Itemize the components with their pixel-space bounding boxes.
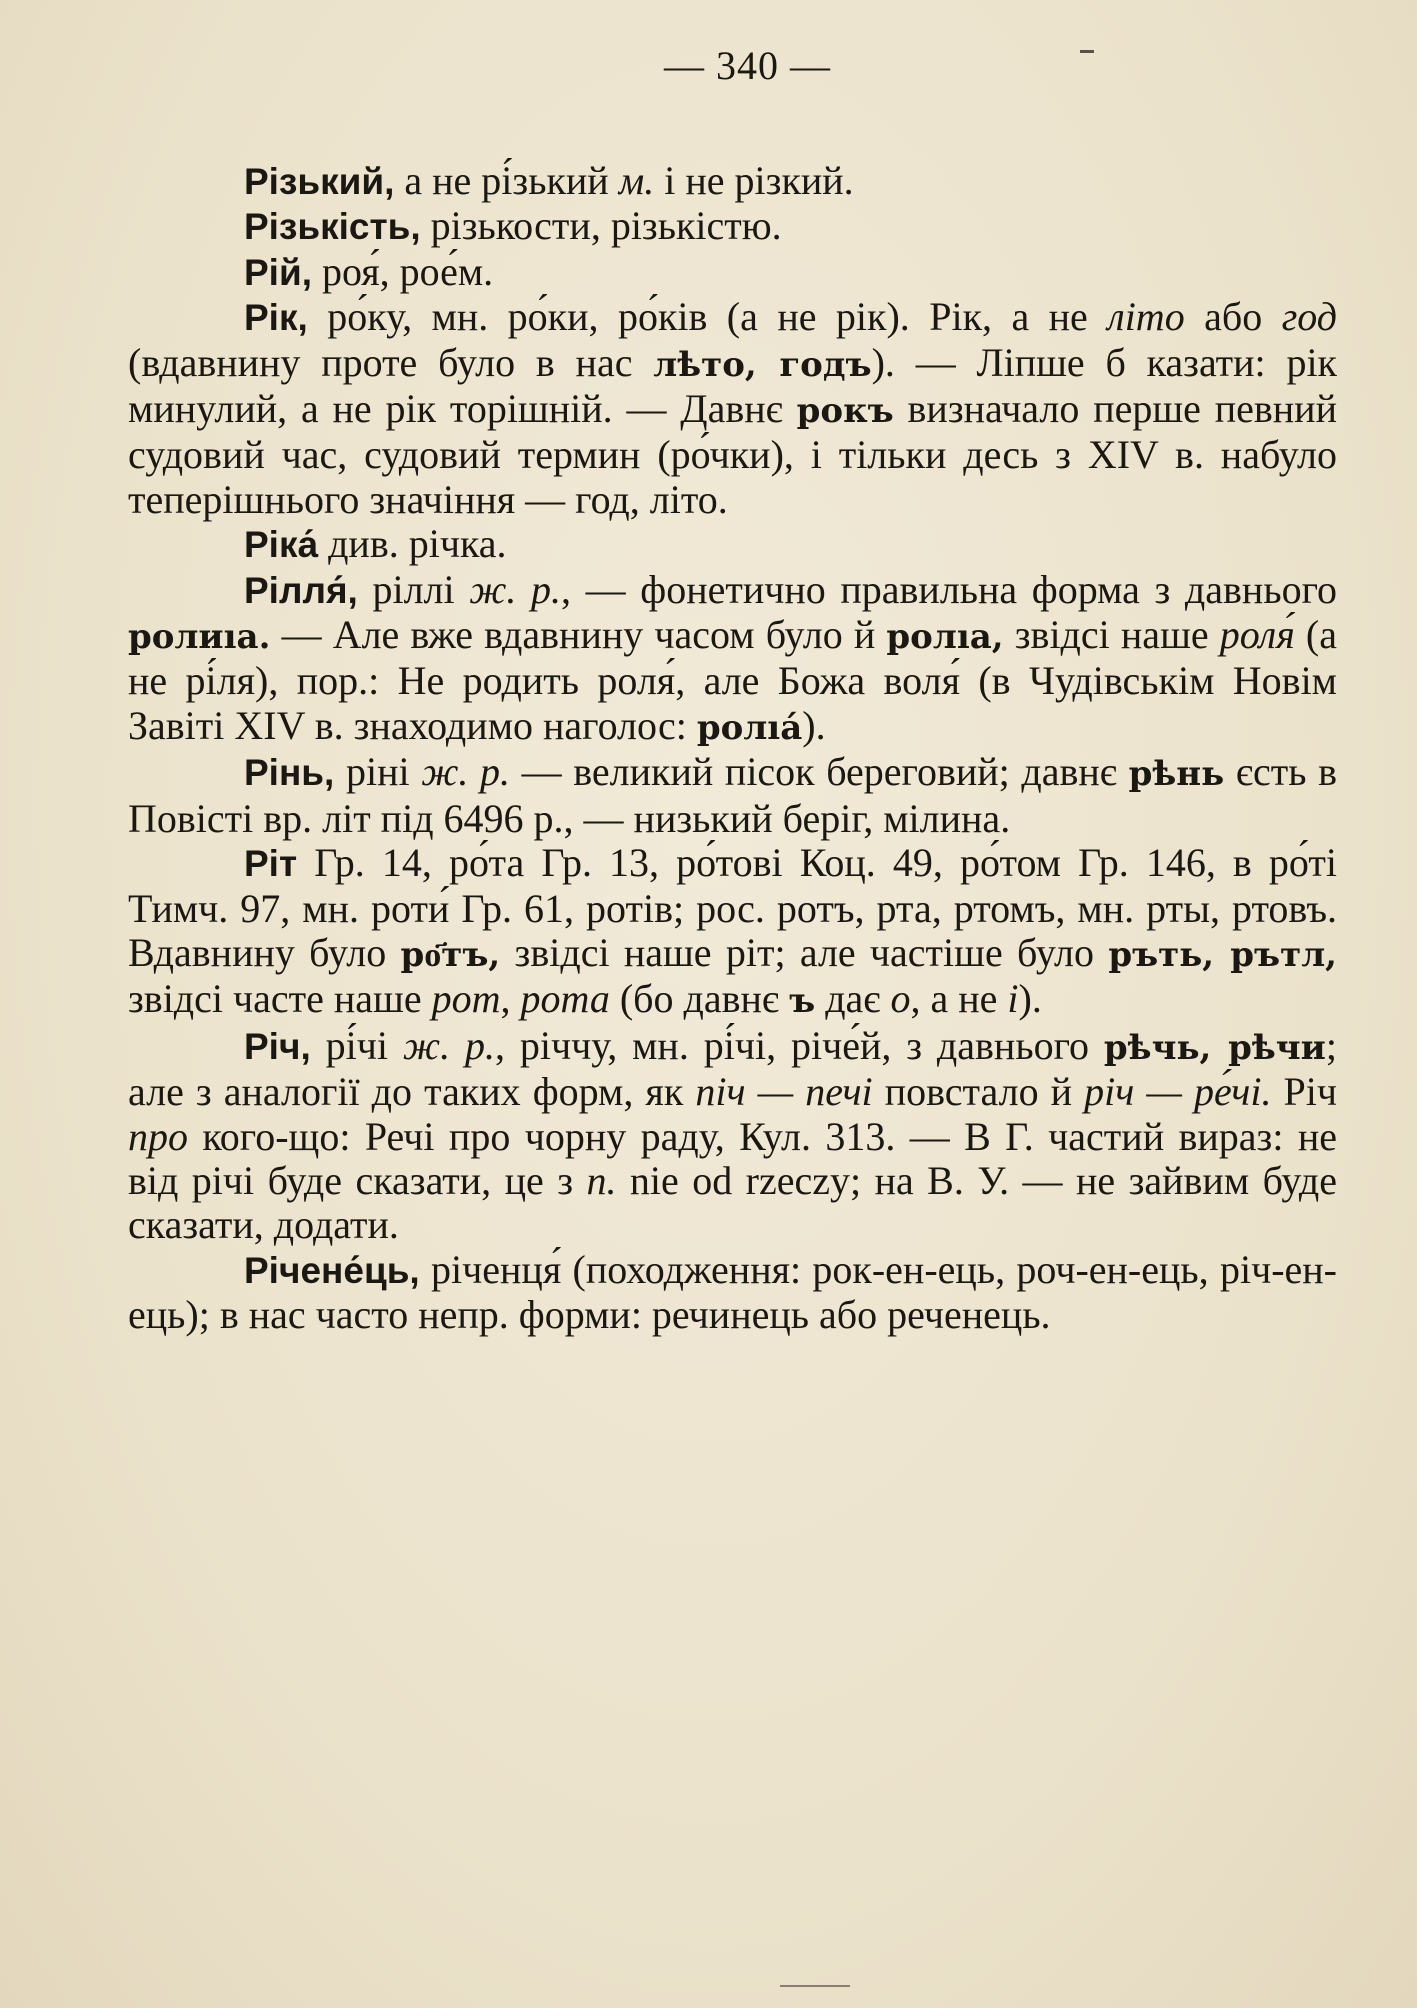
entry-rizkist: Різькість, різькости, різькістю. [244,203,782,249]
entry-rik: Рік, ро́ку, мн. ро́ки, ро́ків (а не рік). Рік, а не літо або год (вдавнину проте було в нас лѣто, годъ). — Ліпше б казати: рік минулий, а не рік торішній. — Давнє рокъ визначало перше певний судовий час, судовий термин (ро́чки), і тільки десь з XIV в. набуло теперішнього значіння — год, літо. [128,294,1337,522]
entry-rich: Річ, рі́чі ж. р., річчу, мн. рі́чі, річе́й, з давнього рѣчь, рѣчи; але з аналогії до таких форм, як піч — печі повстало й річ — ре́чі. Річ про кого-що: Речі про чорну раду, Кул. 313. — В Г. частий вираз: не від річі буде сказати, це з п. nie od rzeczy; на В. У. — не зайвим буде сказати, додати. [128,1022,1338,1248]
page-number: — 340 — [664,43,831,88]
dictionary-text [128,159,1337,1338]
entry-rit: Ріт Гр. 14, ро́та Гр. 13, ро́тові Коц. 49, ро́том Гр. 146, в ро́ті Тимч. 97, мн. роти́ Гр. 61, ротів; рос. ротъ, рта, ртомъ, мн. рты, ртовъ. Вдавнину було ро҃тъ, звідсі наше ріт; але частіше було ръть, рътл, звідсі часте наше рот, рота (бо давнє ъ дає о, а не і). [128,840,1337,1022]
print-mark [1080,50,1094,53]
entry-rii: Рій, роя́, рое́м. [244,248,494,294]
entry-rizkyi: Різький, а не рі́зький м. і не різкий. [244,158,854,203]
entry-rin: Рінь, ріні ж. р. — великий пісок береговий; давнє рѣнь єсть в Повісті вр. літ під 6496 р., — низький беріг, мілина. [128,749,1337,841]
entry-rika: Ріка́ див. річка. [244,521,507,567]
bottom-rule [780,1985,850,1987]
entry-rillia: Рілля́, ріллі ж. р., — фонетично правильна форма з давнього ролиıа. — Але вже вдавнину часом було й ролıа, звідсі наше роля́ (а не рі́ля), пор.: Не родить роля́, але Божа воля́ (в Чудівськім Новім Завіті XIV в. знаходимо наголос: ролıа́). [128,566,1338,748]
entry-richenets: Річене́ць, річенця́ (походження: рок-ен-ець, роч-ен-ець, річ-ен-ець); в нас часто непр. форми: речинець або реченець. [128,1246,1337,1338]
